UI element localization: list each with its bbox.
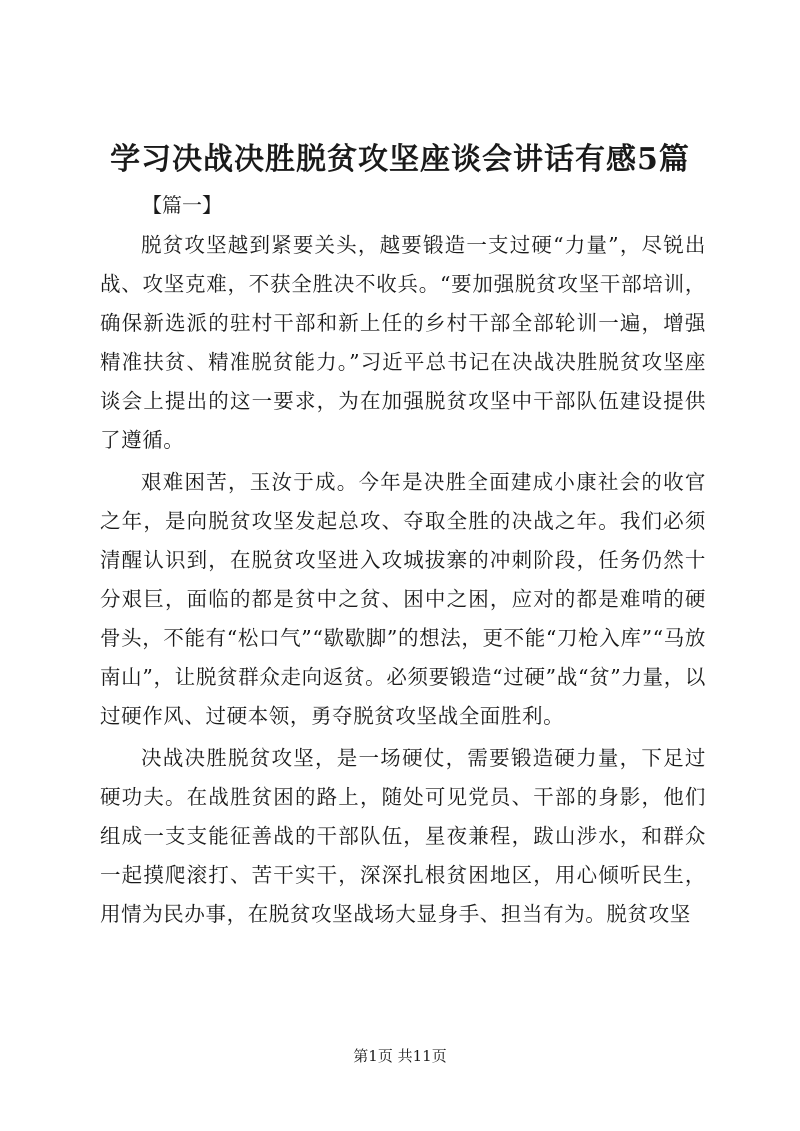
paragraph: 决战决胜脱贫攻坚，是一场硬仗，需要锻造硬力量，下足过硬功夫。在战胜贫困的路上，随处可见党员、干部的身影，他们组成一支支能征善战的干部队伍，星夜兼程，跋山涉水，和群众一起摸爬滚打、苦干实干，深深扎根贫困地区，用心倾听民生，用情为民办事，在脱贫攻坚战场大显身手、担当有为。脱贫攻坚 bbox=[100, 746, 706, 926]
document-title: 学习决战决胜脱贫攻坚座谈会讲话有感5篇 bbox=[110, 142, 690, 177]
page-footer: 第1页 共11页 bbox=[353, 1047, 447, 1065]
section-label: 【篇一】 bbox=[142, 193, 222, 217]
paragraph: 艰难困苦，玉汝于成。今年是决胜全面建成小康社会的收官之年，是向脱贫攻坚发起总攻、夺取全胜的决战之年。我们必须清醒认识到，在脱贫攻坚进入攻城拔寨的冲刺阶段，任务仍然十分艰巨，面临的都是贫中之贫、困中之困，应对的都是难啃的硬骨头，不能有“松口气”“歇歇脚”的想法，更不能“刀枪入库”“马放南山”，让脱贫群众走向返贫。必须要锻造“过硬”战“贫”力量，以过硬作风、过硬本领，勇夺脱贫攻坚战全面胜利。 bbox=[100, 470, 706, 728]
document-body bbox=[100, 226, 706, 934]
paragraph: 脱贫攻坚越到紧要关头，越要锻造一支过硬“力量”，尽锐出战、攻坚克难，不获全胜决不收兵。“要加强脱贫攻坚干部培训，确保新选派的驻村干部和新上任的乡村干部全部轮训一遍，增强精准扶贫、精准脱贫能力。”习近平总书记在决战决胜脱贫攻坚座谈会上提出的这一要求，为在加强脱贫攻坚中干部队伍建设提供了遵循。 bbox=[100, 233, 706, 452]
